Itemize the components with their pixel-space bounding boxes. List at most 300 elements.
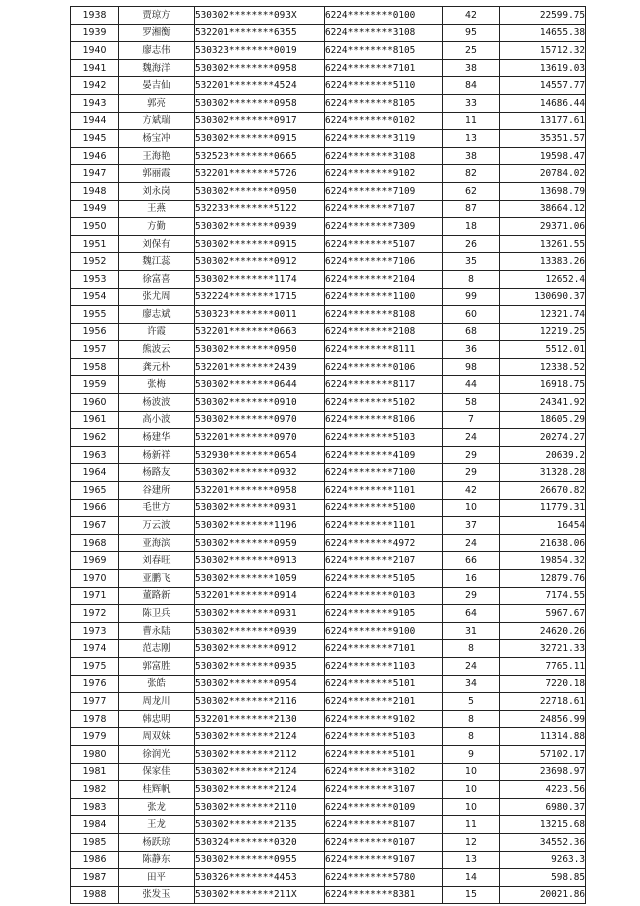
card-number-cell: 6224********9100 [325,622,443,640]
card-number-cell: 6224********3108 [325,147,443,165]
table-row [71,763,586,781]
name-cell: 方勤 [119,218,195,236]
card-number-cell: 6224********5103 [325,429,443,447]
roster-table-body [71,7,586,904]
amount-cell: 26670.82 [500,482,586,500]
amount-cell: 13177.61 [500,112,586,130]
count-cell: 13 [443,851,500,869]
name-cell: 周龙川 [119,693,195,711]
amount-cell: 14655.38 [500,24,586,42]
id-number-cell: 530302********2124 [195,763,325,781]
card-number-cell: 6224********3119 [325,130,443,148]
name-cell: 张皓 [119,675,195,693]
count-cell: 8 [443,728,500,746]
amount-cell: 22718.61 [500,693,586,711]
amount-cell: 14557.77 [500,77,586,95]
card-number-cell: 6224********1101 [325,482,443,500]
id-number-cell: 532930********0654 [195,446,325,464]
name-cell: 熊波云 [119,341,195,359]
roster-table [70,6,586,904]
amount-cell: 31328.28 [500,464,586,482]
table-row [71,446,586,464]
card-number-cell: 6224********9102 [325,710,443,728]
count-cell: 62 [443,182,500,200]
table-row [71,745,586,763]
table-row [71,640,586,658]
count-cell: 16 [443,570,500,588]
name-cell: 贾琼方 [119,7,195,25]
card-number-cell: 6224********8107 [325,816,443,834]
name-cell: 刘春旺 [119,552,195,570]
card-number-cell: 6224********7101 [325,640,443,658]
serial-number-cell: 1981 [71,763,119,781]
id-number-cell: 532224********1715 [195,288,325,306]
serial-number-cell: 1963 [71,446,119,464]
count-cell: 8 [443,710,500,728]
count-cell: 9 [443,745,500,763]
serial-number-cell: 1978 [71,710,119,728]
count-cell: 14 [443,869,500,887]
name-cell: 王海艳 [119,147,195,165]
table-row [71,622,586,640]
table-row [71,200,586,218]
count-cell: 10 [443,798,500,816]
id-number-cell: 530302********0959 [195,534,325,552]
serial-number-cell: 1972 [71,605,119,623]
amount-cell: 4223.56 [500,781,586,799]
name-cell: 田平 [119,869,195,887]
count-cell: 10 [443,781,500,799]
id-number-cell: 530302********2112 [195,745,325,763]
card-number-cell: 6224********9105 [325,605,443,623]
serial-number-cell: 1967 [71,517,119,535]
count-cell: 31 [443,622,500,640]
serial-number-cell: 1950 [71,218,119,236]
card-number-cell: 6224********0100 [325,7,443,25]
id-number-cell: 532201********2439 [195,358,325,376]
count-cell: 84 [443,77,500,95]
amount-cell: 29371.06 [500,218,586,236]
card-number-cell: 6224********8106 [325,411,443,429]
serial-number-cell: 1988 [71,886,119,904]
table-row [71,288,586,306]
table-row [71,358,586,376]
amount-cell: 16454 [500,517,586,535]
serial-number-cell: 1944 [71,112,119,130]
id-number-cell: 530302********2124 [195,728,325,746]
id-number-cell: 532201********6355 [195,24,325,42]
amount-cell: 6980.37 [500,798,586,816]
serial-number-cell: 1974 [71,640,119,658]
name-cell: 张尤周 [119,288,195,306]
serial-number-cell: 1982 [71,781,119,799]
name-cell: 郭丽霞 [119,165,195,183]
table-row [71,781,586,799]
amount-cell: 57102.17 [500,745,586,763]
card-number-cell: 6224********2104 [325,270,443,288]
table-row [71,235,586,253]
document-sheet [70,6,586,904]
name-cell: 徐富喜 [119,270,195,288]
id-number-cell: 530323********0019 [195,42,325,60]
id-number-cell: 530302********0950 [195,182,325,200]
id-number-cell: 530326********4453 [195,869,325,887]
count-cell: 82 [443,165,500,183]
name-cell: 龚元朴 [119,358,195,376]
count-cell: 35 [443,253,500,271]
table-row [71,341,586,359]
serial-number-cell: 1951 [71,235,119,253]
amount-cell: 13261.55 [500,235,586,253]
table-row [71,270,586,288]
count-cell: 68 [443,323,500,341]
card-number-cell: 6224********7309 [325,218,443,236]
name-cell: 高小波 [119,411,195,429]
name-cell: 曹永陆 [119,622,195,640]
card-number-cell: 6224********5107 [325,235,443,253]
amount-cell: 11314.88 [500,728,586,746]
id-number-cell: 530302********0950 [195,341,325,359]
name-cell: 郭富胜 [119,657,195,675]
id-number-cell: 530302********0910 [195,394,325,412]
name-cell: 晏吉仙 [119,77,195,95]
table-row [71,24,586,42]
amount-cell: 20639.2 [500,446,586,464]
id-number-cell: 530324********0320 [195,833,325,851]
card-number-cell: 6224********3102 [325,763,443,781]
count-cell: 11 [443,816,500,834]
name-cell: 徐润光 [119,745,195,763]
id-number-cell: 530302********2124 [195,781,325,799]
card-number-cell: 6224********2101 [325,693,443,711]
amount-cell: 7174.55 [500,587,586,605]
serial-number-cell: 1975 [71,657,119,675]
name-cell: 桂辉帆 [119,781,195,799]
table-row [71,7,586,25]
table-row [71,552,586,570]
card-number-cell: 6224********5780 [325,869,443,887]
count-cell: 87 [443,200,500,218]
count-cell: 36 [443,341,500,359]
card-number-cell: 6224********5100 [325,499,443,517]
id-number-cell: 530302********0958 [195,59,325,77]
card-number-cell: 6224********9107 [325,851,443,869]
serial-number-cell: 1971 [71,587,119,605]
table-row [71,411,586,429]
card-number-cell: 6224********7106 [325,253,443,271]
card-number-cell: 6224********0102 [325,112,443,130]
amount-cell: 5512.01 [500,341,586,359]
count-cell: 42 [443,482,500,500]
count-cell: 24 [443,657,500,675]
amount-cell: 20274.27 [500,429,586,447]
name-cell: 陈静东 [119,851,195,869]
table-row [71,657,586,675]
table-row [71,710,586,728]
name-cell: 范志刚 [119,640,195,658]
name-cell: 罗湘衡 [119,24,195,42]
table-row [71,728,586,746]
count-cell: 24 [443,534,500,552]
amount-cell: 32721.33 [500,640,586,658]
amount-cell: 12652.4 [500,270,586,288]
id-number-cell: 530302********1174 [195,270,325,288]
count-cell: 8 [443,270,500,288]
count-cell: 10 [443,763,500,781]
count-cell: 24 [443,429,500,447]
count-cell: 11 [443,112,500,130]
card-number-cell: 6224********7100 [325,464,443,482]
count-cell: 58 [443,394,500,412]
id-number-cell: 532201********0958 [195,482,325,500]
count-cell: 7 [443,411,500,429]
name-cell: 亚海滨 [119,534,195,552]
serial-number-cell: 1949 [71,200,119,218]
table-row [71,851,586,869]
name-cell: 许霞 [119,323,195,341]
amount-cell: 19598.47 [500,147,586,165]
name-cell: 万云波 [119,517,195,535]
serial-number-cell: 1987 [71,869,119,887]
card-number-cell: 6224********1103 [325,657,443,675]
count-cell: 29 [443,587,500,605]
table-row [71,253,586,271]
serial-number-cell: 1958 [71,358,119,376]
name-cell: 杨宝冲 [119,130,195,148]
name-cell: 韩忠明 [119,710,195,728]
id-number-cell: 530302********0915 [195,130,325,148]
card-number-cell: 6224********8105 [325,94,443,112]
id-number-cell: 532201********0663 [195,323,325,341]
amount-cell: 38664.12 [500,200,586,218]
serial-number-cell: 1943 [71,94,119,112]
id-number-cell: 530302********2135 [195,816,325,834]
table-row [71,499,586,517]
amount-cell: 15712.32 [500,42,586,60]
count-cell: 64 [443,605,500,623]
id-number-cell: 530302********1059 [195,570,325,588]
amount-cell: 7220.18 [500,675,586,693]
serial-number-cell: 1969 [71,552,119,570]
count-cell: 95 [443,24,500,42]
id-number-cell: 530302********1196 [195,517,325,535]
serial-number-cell: 1983 [71,798,119,816]
table-row [71,869,586,887]
card-number-cell: 6224********8108 [325,306,443,324]
card-number-cell: 6224********5105 [325,570,443,588]
count-cell: 25 [443,42,500,60]
name-cell: 毛世方 [119,499,195,517]
name-cell: 刘永岗 [119,182,195,200]
id-number-cell: 530302********0970 [195,411,325,429]
card-number-cell: 6224********5103 [325,728,443,746]
table-row [71,77,586,95]
id-number-cell: 530302********0644 [195,376,325,394]
table-row [71,886,586,904]
count-cell: 33 [443,94,500,112]
amount-cell: 19854.32 [500,552,586,570]
amount-cell: 24620.26 [500,622,586,640]
count-cell: 44 [443,376,500,394]
card-number-cell: 6224********5101 [325,675,443,693]
name-cell: 张发玉 [119,886,195,904]
amount-cell: 16918.75 [500,376,586,394]
name-cell: 廖志伟 [119,42,195,60]
count-cell: 38 [443,147,500,165]
amount-cell: 24341.92 [500,394,586,412]
serial-number-cell: 1968 [71,534,119,552]
serial-number-cell: 1970 [71,570,119,588]
table-row [71,605,586,623]
card-number-cell: 6224********8381 [325,886,443,904]
name-cell: 杨波波 [119,394,195,412]
amount-cell: 13383.26 [500,253,586,271]
card-number-cell: 6224********5110 [325,77,443,95]
table-row [71,42,586,60]
table-row [71,482,586,500]
serial-number-cell: 1939 [71,24,119,42]
amount-cell: 20784.02 [500,165,586,183]
card-number-cell: 6224********5101 [325,745,443,763]
id-number-cell: 530302********0958 [195,94,325,112]
id-number-cell: 530302********0939 [195,622,325,640]
id-number-cell: 530302********0917 [195,112,325,130]
name-cell: 张梅 [119,376,195,394]
table-row [71,675,586,693]
amount-cell: 23698.97 [500,763,586,781]
name-cell: 刘保有 [119,235,195,253]
id-number-cell: 532201********0970 [195,429,325,447]
serial-number-cell: 1979 [71,728,119,746]
count-cell: 99 [443,288,500,306]
card-number-cell: 6224********4109 [325,446,443,464]
table-row [71,429,586,447]
serial-number-cell: 1973 [71,622,119,640]
table-row [71,464,586,482]
card-number-cell: 6224********0109 [325,798,443,816]
id-number-cell: 530302********0931 [195,499,325,517]
card-number-cell: 6224********4972 [325,534,443,552]
card-number-cell: 6224********7109 [325,182,443,200]
serial-number-cell: 1945 [71,130,119,148]
count-cell: 66 [443,552,500,570]
name-cell: 谷建所 [119,482,195,500]
serial-number-cell: 1941 [71,59,119,77]
name-cell: 杨建华 [119,429,195,447]
serial-number-cell: 1954 [71,288,119,306]
serial-number-cell: 1957 [71,341,119,359]
id-number-cell: 532201********2130 [195,710,325,728]
count-cell: 34 [443,675,500,693]
serial-number-cell: 1984 [71,816,119,834]
serial-number-cell: 1940 [71,42,119,60]
id-number-cell: 530323********0011 [195,306,325,324]
id-number-cell: 530302********0912 [195,253,325,271]
name-cell: 廖志斌 [119,306,195,324]
name-cell: 王燕 [119,200,195,218]
name-cell: 王龙 [119,816,195,834]
name-cell: 郭亮 [119,94,195,112]
id-number-cell: 530302********0915 [195,235,325,253]
id-number-cell: 530302********0931 [195,605,325,623]
table-row [71,130,586,148]
serial-number-cell: 1964 [71,464,119,482]
serial-number-cell: 1980 [71,745,119,763]
table-row [71,570,586,588]
table-row [71,798,586,816]
id-number-cell: 530302********0939 [195,218,325,236]
amount-cell: 11779.31 [500,499,586,517]
count-cell: 29 [443,464,500,482]
amount-cell: 9263.3 [500,851,586,869]
card-number-cell: 6224********3107 [325,781,443,799]
card-number-cell: 6224********3108 [325,24,443,42]
id-number-cell: 532201********5726 [195,165,325,183]
id-number-cell: 530302********0913 [195,552,325,570]
amount-cell: 24856.99 [500,710,586,728]
card-number-cell: 6224********9102 [325,165,443,183]
card-number-cell: 6224********0107 [325,833,443,851]
amount-cell: 14686.44 [500,94,586,112]
table-row [71,182,586,200]
amount-cell: 20021.86 [500,886,586,904]
table-row [71,59,586,77]
name-cell: 张龙 [119,798,195,816]
amount-cell: 130690.37 [500,288,586,306]
card-number-cell: 6224********8105 [325,42,443,60]
name-cell: 杨新祥 [119,446,195,464]
serial-number-cell: 1960 [71,394,119,412]
amount-cell: 13698.79 [500,182,586,200]
serial-number-cell: 1953 [71,270,119,288]
card-number-cell: 6224********0106 [325,358,443,376]
amount-cell: 12338.52 [500,358,586,376]
name-cell: 陈卫兵 [119,605,195,623]
count-cell: 10 [443,499,500,517]
amount-cell: 12879.76 [500,570,586,588]
name-cell: 董路新 [119,587,195,605]
amount-cell: 5967.67 [500,605,586,623]
id-number-cell: 530302********211X [195,886,325,904]
serial-number-cell: 1961 [71,411,119,429]
amount-cell: 7765.11 [500,657,586,675]
table-row [71,94,586,112]
serial-number-cell: 1976 [71,675,119,693]
table-row [71,587,586,605]
table-row [71,165,586,183]
name-cell: 魏海洋 [119,59,195,77]
card-number-cell: 6224********7101 [325,59,443,77]
card-number-cell: 6224********2107 [325,552,443,570]
serial-number-cell: 1977 [71,693,119,711]
id-number-cell: 532201********0914 [195,587,325,605]
id-number-cell: 532523********0665 [195,147,325,165]
serial-number-cell: 1948 [71,182,119,200]
amount-cell: 13619.03 [500,59,586,77]
table-row [71,517,586,535]
count-cell: 42 [443,7,500,25]
name-cell: 方斌瑞 [119,112,195,130]
id-number-cell: 530302********2116 [195,693,325,711]
id-number-cell: 530302********0932 [195,464,325,482]
serial-number-cell: 1966 [71,499,119,517]
count-cell: 26 [443,235,500,253]
name-cell: 周双妹 [119,728,195,746]
table-row [71,693,586,711]
table-row [71,323,586,341]
count-cell: 15 [443,886,500,904]
id-number-cell: 532201********4524 [195,77,325,95]
